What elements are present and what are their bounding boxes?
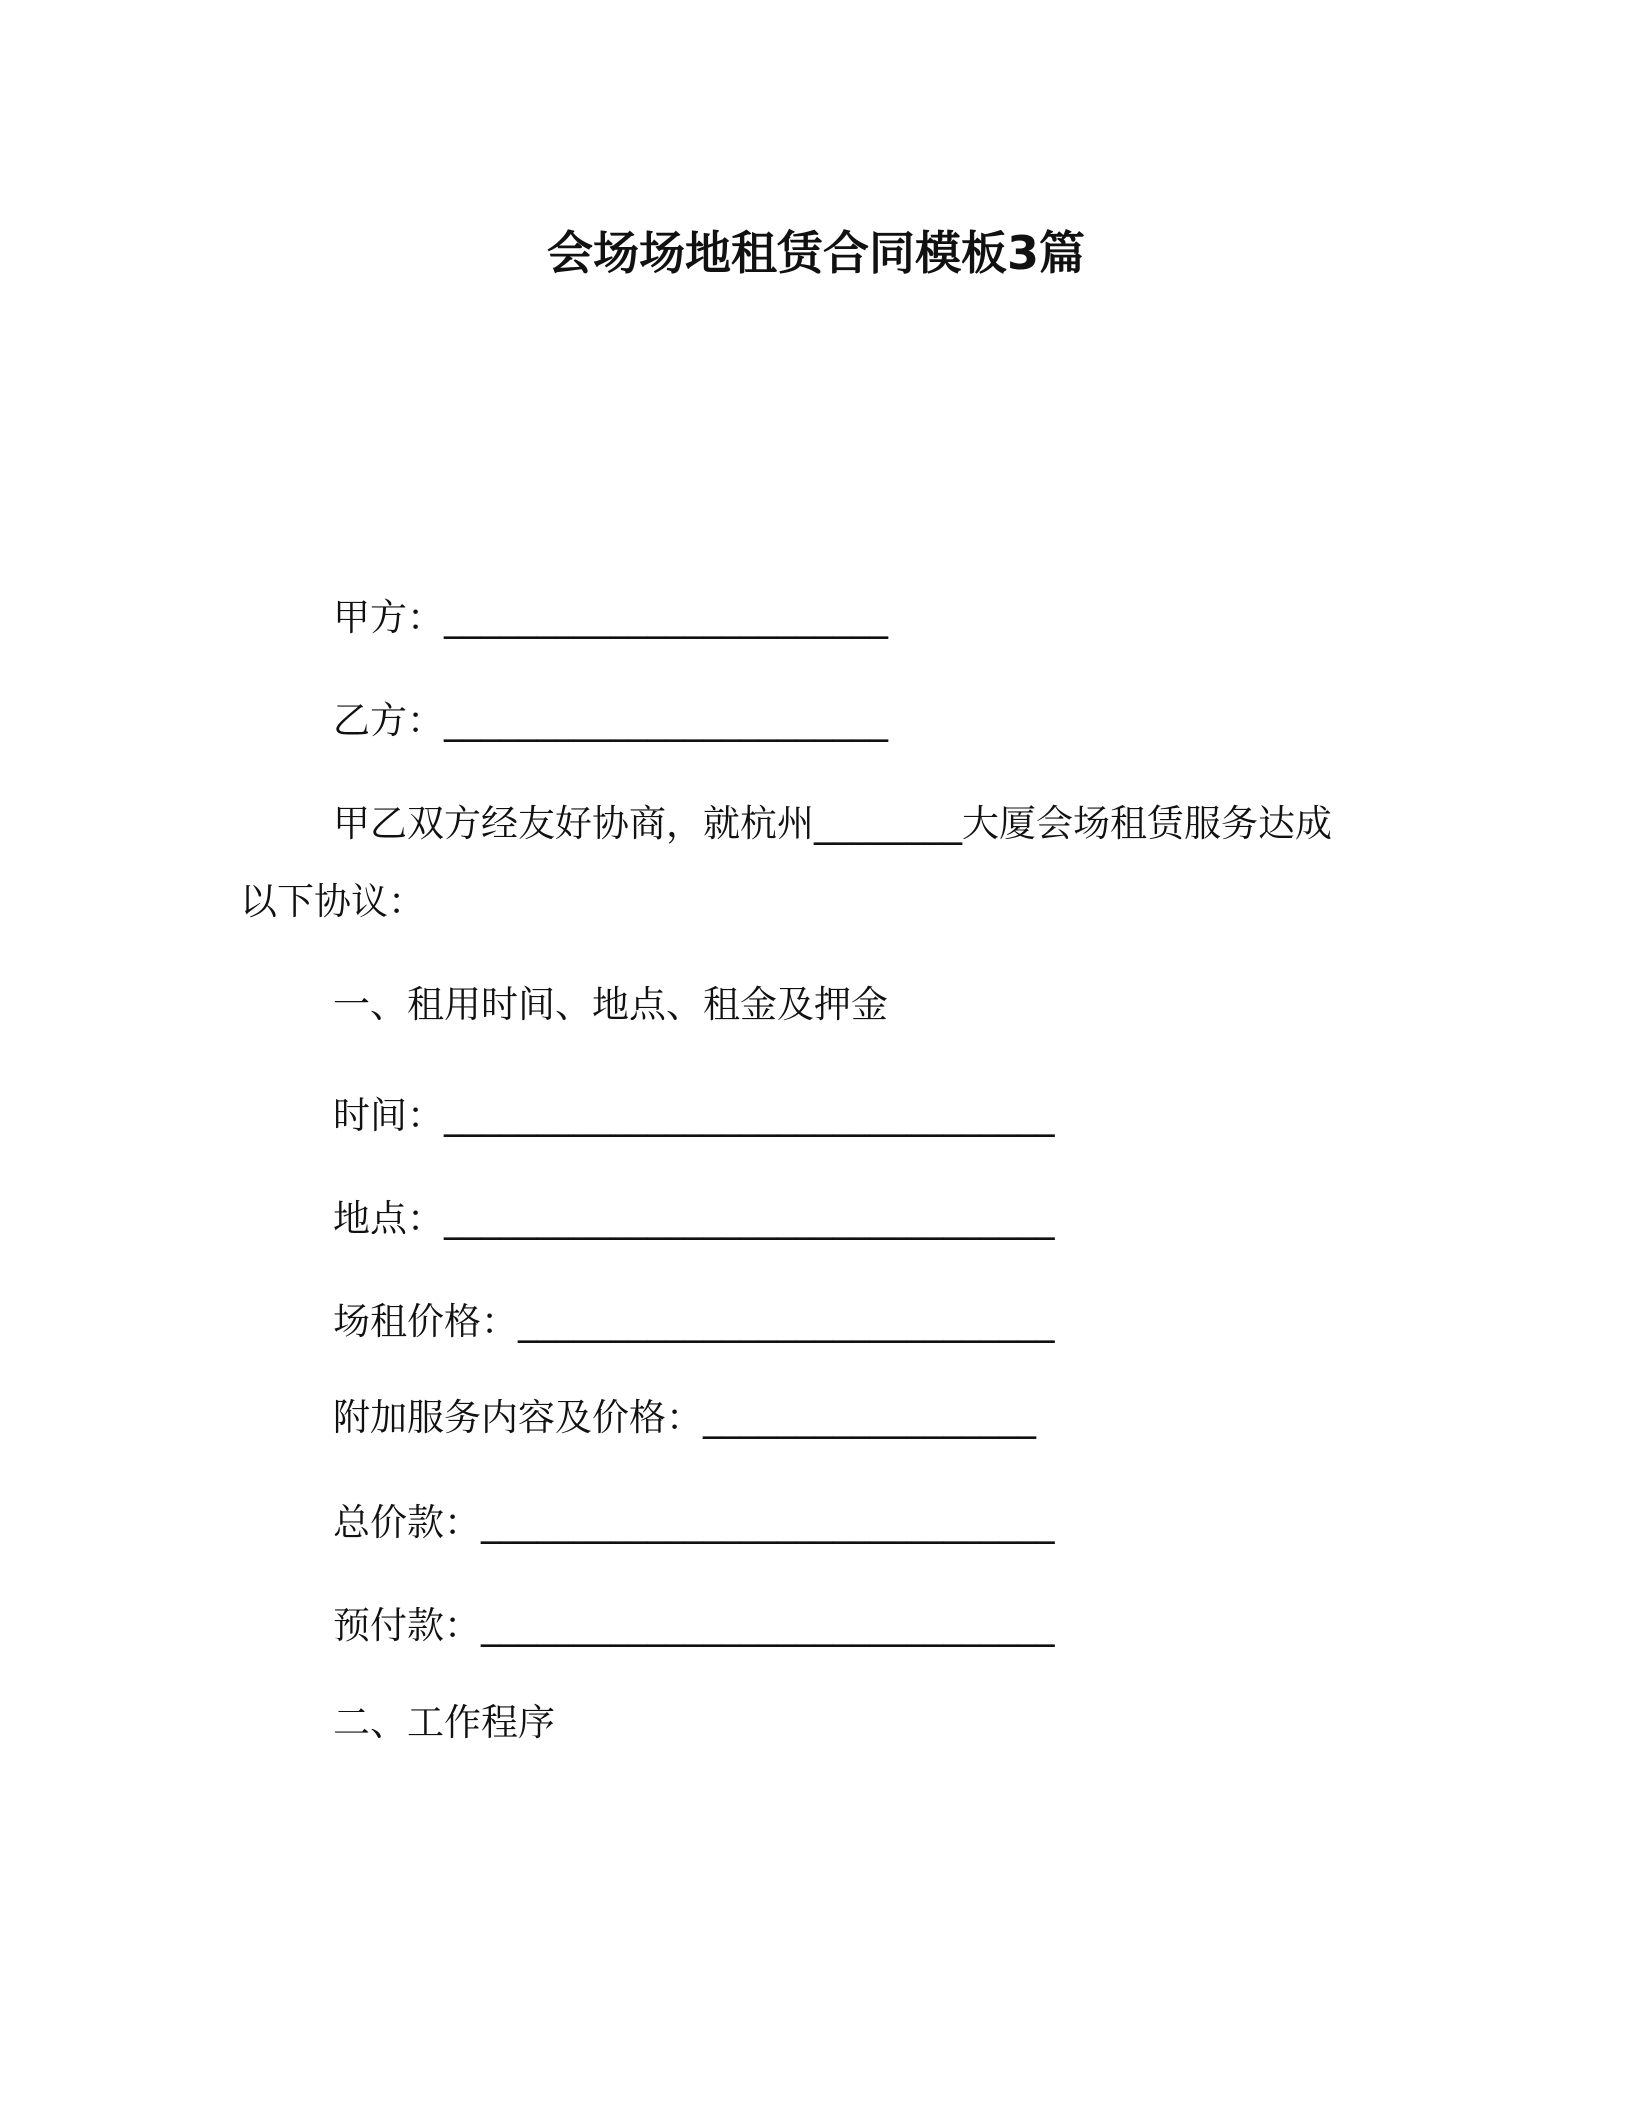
intro-paragraph-line-2: 以下协议： — [240, 880, 425, 923]
section-1-heading: 一、租用时间、地点、租金及押金 — [333, 983, 888, 1026]
document-title: 会场场地租赁合同模板3篇 — [546, 226, 1085, 280]
total-price-blank: _______________________________ — [481, 1501, 1055, 1544]
party-b-blank: ________________________ — [444, 699, 888, 742]
prepayment-line — [333, 1600, 1055, 1652]
additional-services-blank: __________________ — [703, 1396, 1036, 1439]
party-a-blank: ________________________ — [444, 596, 888, 639]
venue-rent-line — [333, 1296, 1055, 1348]
intro-paragraph-line-1: 甲乙双方经友好协商，就杭州________大厦会场租赁服务达成 — [333, 802, 1332, 845]
venue-rent-label: 场租价格： — [333, 1300, 518, 1343]
party-a-label: 甲方： — [333, 596, 444, 639]
party-a-line — [333, 592, 888, 644]
additional-services-line — [333, 1392, 1036, 1444]
total-price-label: 总价款： — [333, 1501, 481, 1544]
location-line — [333, 1193, 1055, 1245]
total-price-line — [333, 1497, 1055, 1549]
time-blank: _________________________________ — [444, 1094, 1055, 1137]
location-label: 地点： — [333, 1197, 444, 1240]
party-b-line — [333, 695, 888, 747]
prepayment-label: 预付款： — [333, 1604, 481, 1647]
location-blank: _________________________________ — [444, 1197, 1055, 1240]
section-2-heading: 二、工作程序 — [333, 1701, 555, 1744]
additional-services-label: 附加服务内容及价格： — [333, 1396, 703, 1439]
venue-rent-blank: _____________________________ — [518, 1300, 1055, 1343]
party-b-label: 乙方： — [333, 699, 444, 742]
prepayment-blank: _______________________________ — [481, 1604, 1055, 1647]
time-line — [333, 1090, 1055, 1142]
time-label: 时间： — [333, 1094, 444, 1137]
